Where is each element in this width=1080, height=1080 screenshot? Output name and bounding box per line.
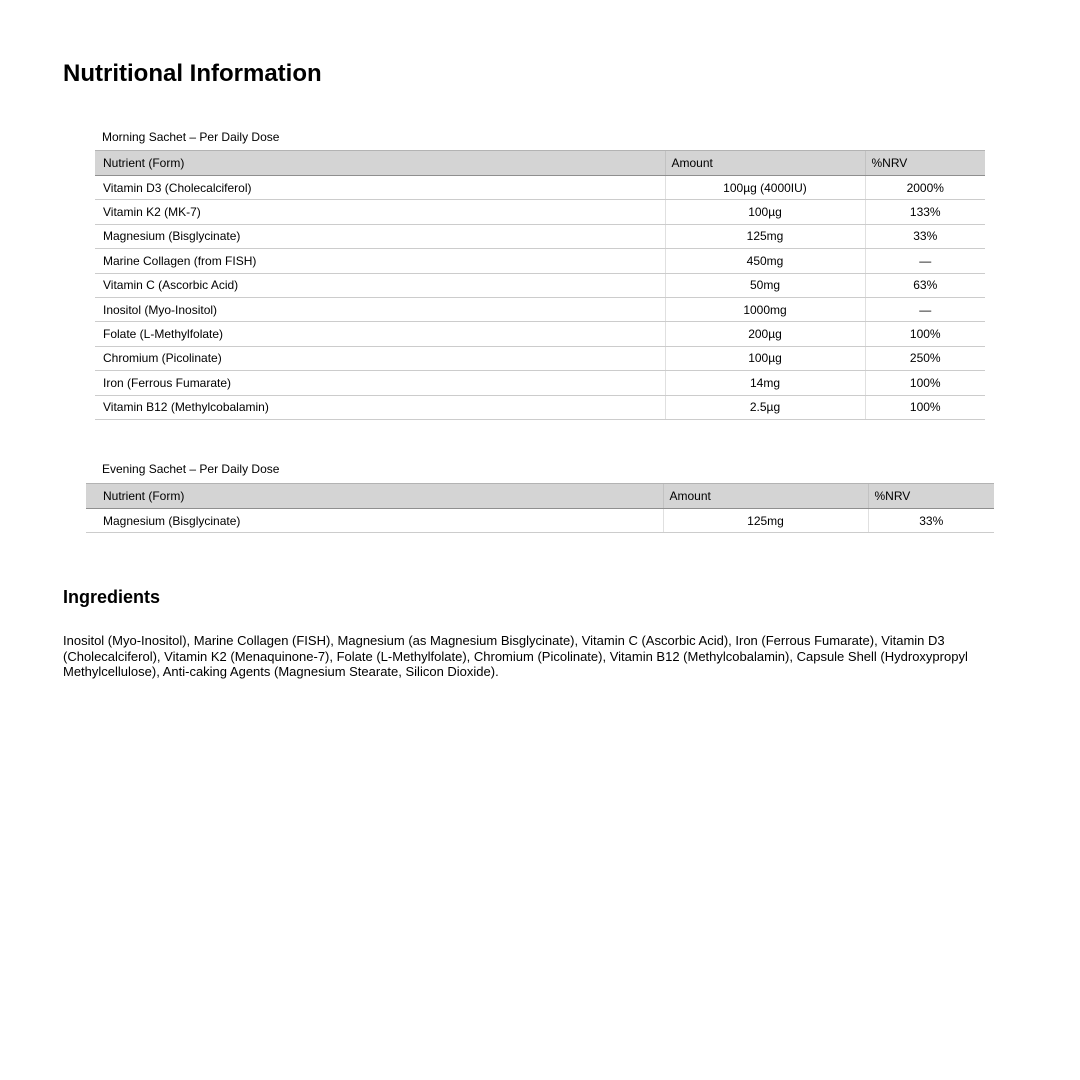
table-row (95, 297, 985, 321)
nutrient-cell: Chromium (Picolinate) (95, 346, 665, 370)
nrv-cell: 100% (865, 371, 985, 395)
evening-header-row (86, 484, 994, 509)
ingredients-heading: Ingredients (63, 587, 161, 607)
column-header-nutrient: Nutrient (Form) (95, 151, 665, 176)
morning-table-caption: Morning Sachet – Per Daily Dose (102, 130, 280, 144)
column-header-amount: Amount (663, 484, 868, 509)
amount-cell: 100µg (665, 346, 865, 370)
table-row (95, 346, 985, 370)
amount-cell: 1000mg (665, 297, 865, 321)
nutrient-cell: Vitamin K2 (MK-7) (95, 200, 665, 224)
table-row (86, 509, 994, 533)
amount-cell: 200µg (665, 322, 865, 346)
nutrient-cell: Magnesium (Bisglycinate) (86, 509, 663, 533)
evening-nutrition-table (86, 483, 994, 533)
table-row (95, 249, 985, 273)
nrv-cell: 133% (865, 200, 985, 224)
amount-cell: 50mg (665, 273, 865, 297)
column-header-amount: Amount (665, 151, 865, 176)
ingredients-line: (Cholecalciferol), Vitamin K2 (Menaquinone-7), Folate (L-Methylfolate), Chromium (Picolinate), Vitamin B12 (Methylcobalamin), Capsule Shell (Hydroxypropyl (63, 648, 968, 664)
evening-table-caption: Evening Sachet – Per Daily Dose (102, 462, 280, 476)
column-header-nrv: %NRV (865, 151, 985, 176)
nrv-cell: — (865, 297, 985, 321)
nrv-cell: 63% (865, 273, 985, 297)
column-header-nutrient: Nutrient (Form) (86, 484, 663, 509)
amount-cell: 100µg (665, 200, 865, 224)
nrv-cell: 250% (865, 346, 985, 370)
nutrient-cell: Vitamin D3 (Cholecalciferol) (95, 176, 665, 200)
amount-cell: 125mg (665, 224, 865, 248)
column-header-nrv: %NRV (868, 484, 994, 509)
nutrient-cell: Vitamin B12 (Methylcobalamin) (95, 395, 665, 419)
table-row (95, 200, 985, 224)
nutrient-cell: Folate (L-Methylfolate) (95, 322, 665, 346)
table-row (95, 322, 985, 346)
amount-cell: 2.5µg (665, 395, 865, 419)
table-row (95, 371, 985, 395)
ingredients-line: Methylcellulose), Anti-caking Agents (Magnesium Stearate, Silicon Dioxide). (63, 664, 499, 679)
nrv-cell: 2000% (865, 176, 985, 200)
ingredients-line: Inositol (Myo-Inositol), Marine Collagen (FISH), Magnesium (as Magnesium Bisglycinate), Vitamin C (Ascorbic Acid), Iron (Ferrous Fumarate), Vitamin D3 (63, 633, 945, 648)
nutrient-cell: Marine Collagen (from FISH) (95, 249, 665, 273)
amount-cell: 100µg (4000IU) (665, 176, 865, 200)
nutrient-cell: Inositol (Myo-Inositol) (95, 297, 665, 321)
amount-cell: 14mg (665, 371, 865, 395)
nrv-cell: — (865, 249, 985, 273)
morning-header-row (95, 151, 985, 176)
nrv-cell: 100% (865, 395, 985, 419)
nrv-cell: 100% (865, 322, 985, 346)
nrv-cell: 33% (865, 224, 985, 248)
amount-cell: 125mg (663, 509, 868, 533)
ingredients-text (63, 633, 968, 680)
table-row (95, 273, 985, 297)
page-title: Nutritional Information (63, 60, 322, 87)
amount-cell: 450mg (665, 249, 865, 273)
nrv-cell: 33% (868, 509, 994, 533)
nutrient-cell: Vitamin C (Ascorbic Acid) (95, 273, 665, 297)
table-row (95, 176, 985, 200)
table-row (95, 224, 985, 248)
nutrient-cell: Iron (Ferrous Fumarate) (95, 371, 665, 395)
nutrient-cell: Magnesium (Bisglycinate) (95, 224, 665, 248)
morning-nutrition-table (95, 150, 985, 420)
table-row (95, 395, 985, 419)
